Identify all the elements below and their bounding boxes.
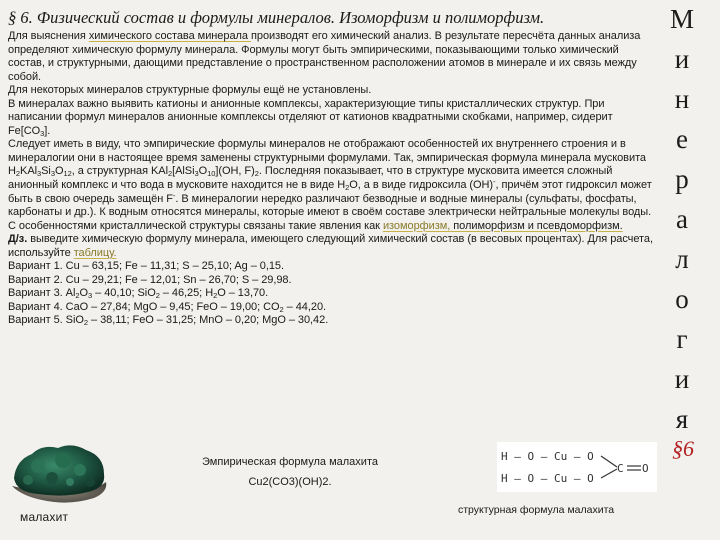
vertical-word — [658, 4, 718, 444]
main-text — [8, 30, 656, 328]
side-letter: р — [675, 164, 689, 194]
page-title: § 6. Физический состав и формулы минералов. Изоморфизм и полиморфизм. — [8, 8, 545, 27]
variant-1: Вариант 1. Cu – 63,15; Fe – 11,31; S – 25,10; Ag – 0,15. — [8, 260, 285, 273]
paragraph-analysis: Для выяснения химического состава минерала производят его химический анализ. В результате пересчёта данных анализа определяют химическую формулу минерала. Формулы могут быть эмпирическими, показывающими только химический состав, и структурными, дающими представление о пространственном расположении атомов в минерале и их связь между собой. — [8, 30, 641, 83]
chemical-composition-link[interactable]: химического состава минерала — [88, 30, 251, 42]
struct-line-1: H – O – Cu – O — [501, 450, 594, 463]
homework-label: Д/з. — [8, 233, 28, 246]
struct-line-2: H – O – Cu – O — [501, 472, 594, 485]
paragraph-muscovite: Следует иметь в виду, что эмпирические формулы минералов не отображают особенностей их внутреннего строения и в минералогии они в настоящее время заменены структурными формулами. Так, эмпирическая формула минерала мусковита $H_2KAl_3Si_3O_{12}$, а структурная $KAl_2[AlSi_3O_{10}](OH$, $F)_2$. Последняя показывает, что в структуре мусковита имеется сложный анионный комплекс и что вода в мусковите находится не в виде $H_2O$, а в виде гидроксила (OH)-, причём этот гидроксил может быть в свою очередь замещён F-. В минералогии нередко различают безводные и водные минералы (сульфаты, фосфаты, карбонаты и др.). К водным относятся минералы, которые имеют в своём составе электрически нейтральные молекулы воды. — [8, 138, 652, 219]
variant-3: Вариант 3. $Al_2O_3 - 40,10$; SiO$_2$ – 46,25; $H_2O - 13,70$. — [8, 287, 269, 301]
paragraph-isomorphism: С особенностями кристаллической структуры связаны такие явления как изоморфизм, полиморфизм и псевдоморфизм. — [8, 219, 623, 232]
malachite-image — [8, 438, 110, 510]
empirical-formula-label: Эмпирическая формула малахита — [202, 456, 378, 468]
section-number: §6 — [672, 436, 694, 461]
table-link[interactable]: таблицу. — [73, 246, 117, 259]
paragraph-anions: В минералах важно выявить катионы и анионные комплексы, характеризующие типы кристаллических структур. При написании формул минералов анионные комплексы отделяют от катионов квадратными скобками, например, сидерит $Fe[CO_3]$. — [8, 97, 613, 138]
empirical-formula — [175, 452, 405, 492]
side-letter: я — [675, 404, 689, 434]
struct-oxygen: O — [642, 462, 649, 475]
malachite-structural-formula — [497, 442, 657, 492]
side-letter: и — [674, 44, 690, 74]
side-letter: л — [675, 244, 689, 274]
empirical-formula-value: Cu2(CO3)(OH)2. — [248, 476, 332, 488]
paragraph-structural: Для некоторых минералов структурные формулы ещё не установлены. — [8, 84, 372, 97]
side-letter: е — [676, 124, 688, 154]
structural-formula-caption: структурная формула малахита — [458, 504, 615, 516]
side-letter: г — [676, 324, 688, 354]
variant-5: Вариант 5. SiO$_2$ – 38,11; FeO – 31,25; MnO – 0,20; MgO – 30,42. — [8, 314, 329, 328]
malachite-caption: малахит — [20, 510, 69, 524]
side-letter: М — [669, 4, 694, 34]
side-letter: о — [675, 284, 689, 314]
variant-4: Вариант 4. CaO – 27,84; MgO – 9,45; FeO – 19,00; $CO_2 - 44,20$. — [8, 300, 327, 314]
struct-carbon: C — [617, 462, 624, 475]
side-letter: н — [674, 84, 690, 114]
side-letter: и — [674, 364, 690, 394]
side-letter: а — [676, 204, 688, 234]
isomorphism-link[interactable]: изоморфизм, — [382, 219, 451, 232]
homework-paragraph: Д/з. выведите химическую формулу минерала, имеющего следующий химический состав (в весовых процентах). Для расчета, используйте таблицу. — [8, 233, 653, 259]
variant-2: Вариант 2. Cu – 29,21; Fe – 12,01; Sn – 26,70; S – 29,98. — [8, 273, 292, 286]
